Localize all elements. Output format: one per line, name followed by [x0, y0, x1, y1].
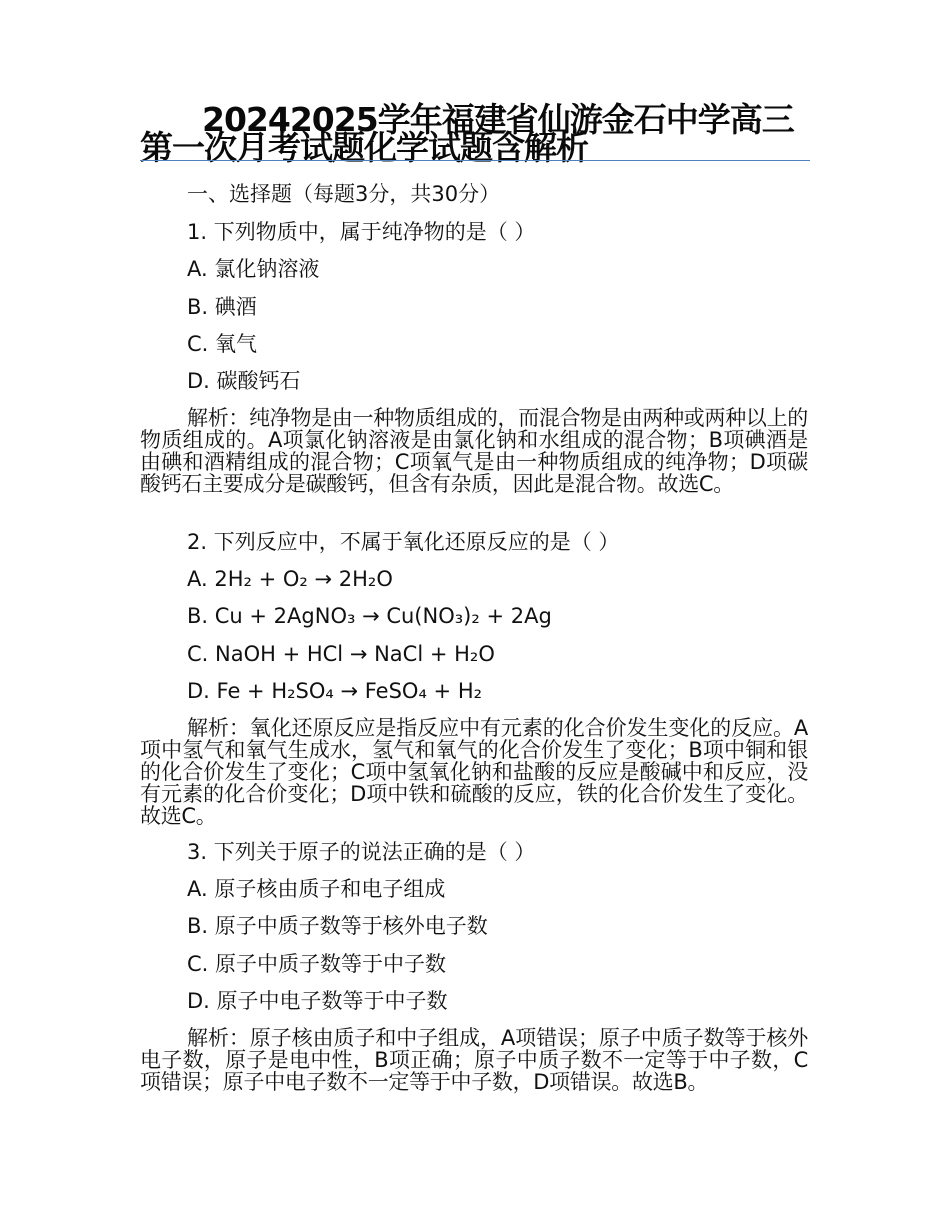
question-3-option-b: B. 原子中质子数等于核外电子数	[187, 914, 488, 938]
question-1-option-d: D. 碳酸钙石	[187, 369, 301, 393]
question-2-option-b: B. Cu + 2AgNO₃ → Cu(NO₃)₂ + 2Ag	[187, 604, 552, 628]
question-3-analysis: 解析：原子核由质子和中子组成，A项错误；原子中质子数等于核外电子数，原子是电中性，B项正确；原子中质子数不一定等于中子数，C项错误；原子中电子数不一定等于中子数，D项错误。故选B。	[140, 1026, 808, 1094]
question-2-analysis: 解析：氧化还原反应是指反应中有元素的化合价发生变化的反应。A项中氢气和氧气生成水，氢气和氧气的化合价发生了变化；B项中铜和银的化合价发生了变化；C项中氢氧化钠和盐酸的反应是酸碱中和反应，没有元素的化合价变化；D项中铁和硫酸的反应，铁的化合价发生了变化。故选C。	[140, 716, 808, 828]
question-1-stem: 1. 下列物质中，属于纯净物的是（ ）	[187, 220, 536, 244]
document-title: 20242025学年福建省仙游金石中学高三第一次月考试题化学试题含解析	[140, 100, 794, 167]
question-2-stem: 2. 下列反应中，不属于氧化还原反应的是（ ）	[187, 530, 620, 554]
question-1-option-a: A. 氯化钠溶液	[187, 257, 320, 281]
question-3-option-c: C. 原子中质子数等于中子数	[187, 952, 447, 976]
question-1-analysis: 解析：纯净物是由一种物质组成的，而混合物是由两种或两种以上的物质组成的。A项氯化钠溶液是由氯化钠和水组成的混合物；B项碘酒是由碘和酒精组成的混合物；C项氧气是由一种物质组成的纯净物；D项碳酸钙石主要成分是碳酸钙，但含有杂质，因此是混合物。故选C。	[140, 406, 808, 496]
question-2-option-a: A. 2H₂ + O₂ → 2H₂O	[187, 567, 393, 591]
question-1-option-c: C. 氧气	[187, 332, 258, 356]
question-2-option-c: C. NaOH + HCl → NaCl + H₂O	[187, 642, 495, 666]
section-heading: 一、选择题（每题3分，共30分）	[187, 182, 501, 206]
question-3-option-d: D. 原子中电子数等于中子数	[187, 989, 448, 1013]
question-3-option-a: A. 原子核由质子和电子组成	[187, 877, 446, 901]
question-1-option-b: B. 碘酒	[187, 295, 257, 319]
title-underline	[140, 160, 810, 161]
question-2-option-d: D. Fe + H₂SO₄ → FeSO₄ + H₂	[187, 679, 483, 703]
question-3-stem: 3. 下列关于原子的说法正确的是（ ）	[187, 840, 536, 864]
